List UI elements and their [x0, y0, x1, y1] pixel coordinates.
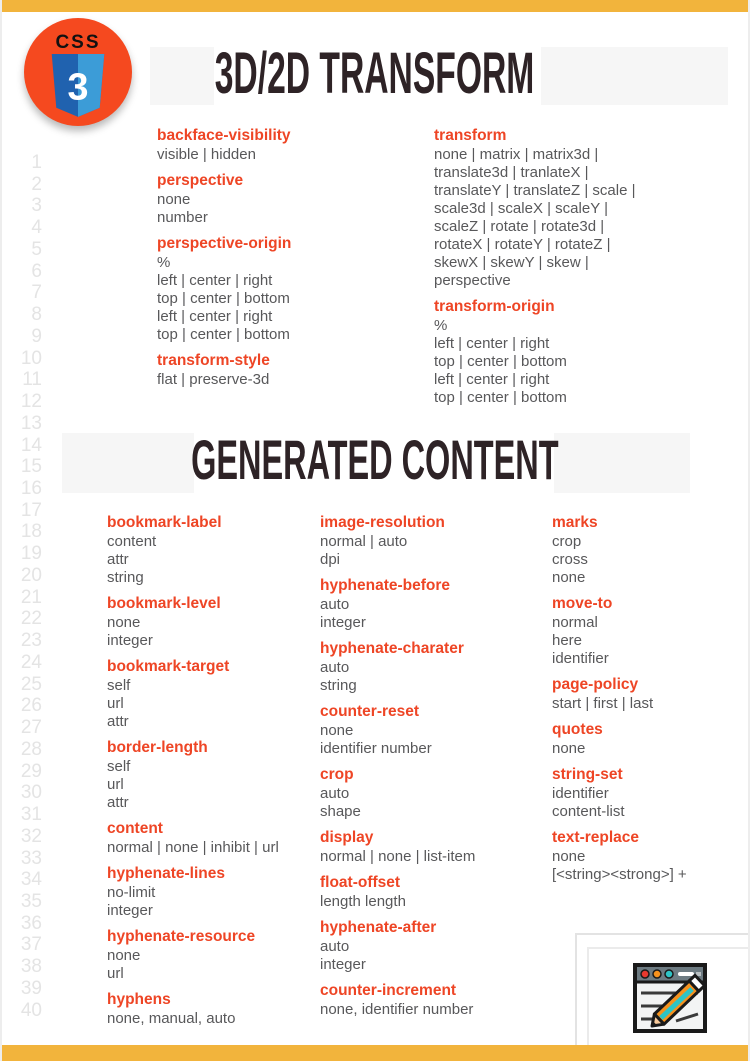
- property-value: url: [107, 776, 124, 793]
- line-number: 14: [20, 434, 42, 456]
- property-value: none: [107, 947, 141, 964]
- property-value: cross: [552, 551, 588, 568]
- line-number: 12: [20, 391, 42, 413]
- line-number: 36: [20, 912, 42, 934]
- line-number: 23: [20, 630, 42, 652]
- property-value: none: [552, 848, 586, 865]
- line-number: 38: [20, 956, 42, 978]
- property-name: content: [107, 820, 163, 837]
- line-number: 24: [20, 651, 42, 673]
- line-number: 21: [20, 586, 42, 608]
- property-value: integer: [320, 956, 366, 973]
- line-number: 1: [31, 152, 42, 173]
- property-value: translate3d | tranlateX |: [434, 164, 589, 181]
- property-value: no-limit: [107, 884, 156, 901]
- property-value: translateY | translateZ | scale |: [434, 182, 636, 199]
- property-value: none: [320, 722, 354, 739]
- property-value: auto: [320, 596, 350, 613]
- property-value: url: [107, 695, 124, 712]
- property-value: left | center | right: [157, 272, 273, 289]
- property-value: number: [157, 209, 208, 226]
- property-name: transform-origin: [434, 298, 555, 315]
- property-value: integer: [107, 632, 153, 649]
- property-group: [157, 126, 422, 164]
- property-name: move-to: [552, 595, 613, 612]
- property-value: auto: [320, 785, 350, 802]
- line-number: 40: [20, 999, 42, 1021]
- property-group: [107, 819, 312, 857]
- property-group: [552, 828, 742, 884]
- line-number: 26: [20, 695, 42, 717]
- property-group: [157, 351, 422, 389]
- property-value: flat | preserve-3d: [157, 371, 270, 388]
- property-value: skewX | skewY | skew |: [434, 254, 589, 271]
- bottom-yellow-bar: [2, 1045, 748, 1061]
- property-group: [434, 297, 724, 407]
- property-value: left | center | right: [157, 308, 273, 325]
- property-name: image-resolution: [320, 514, 445, 531]
- line-number: 31: [20, 804, 42, 826]
- property-group: [320, 639, 540, 695]
- property-value: normal | auto: [320, 533, 408, 550]
- property-group: [320, 981, 540, 1019]
- property-value: url: [107, 965, 124, 982]
- property-value: identifier: [552, 650, 609, 667]
- line-number: 29: [20, 760, 42, 782]
- css3-shield-icon: [49, 54, 107, 118]
- property-value: none, identifier number: [320, 1001, 474, 1018]
- browser-edit-icon: [632, 962, 708, 1041]
- line-number: 32: [20, 825, 42, 847]
- property-name: page-policy: [552, 676, 639, 693]
- line-number: 18: [20, 521, 42, 543]
- property-name: counter-reset: [320, 703, 420, 720]
- property-value: [<string><strong>] +: [552, 866, 687, 883]
- line-number: 13: [20, 412, 42, 434]
- property-name: quotes: [552, 721, 603, 738]
- property-group: [320, 765, 540, 821]
- property-value: self: [107, 677, 131, 694]
- line-number: 7: [31, 282, 42, 304]
- line-number: 33: [20, 847, 42, 869]
- line-number: 2: [31, 173, 42, 195]
- line-number: 17: [20, 499, 42, 521]
- css-logo-text: CSS: [55, 32, 101, 53]
- property-name: hyphens: [107, 991, 171, 1008]
- property-group: [107, 594, 312, 650]
- line-number: 20: [20, 564, 42, 586]
- property-group: [434, 126, 724, 290]
- property-name: display: [320, 829, 374, 846]
- line-number: 39: [20, 977, 42, 999]
- property-group: [107, 927, 312, 983]
- property-name: bookmark-label: [107, 514, 222, 531]
- property-group: [320, 576, 540, 632]
- section-title-generated-content: GENERATED CONTENT: [191, 428, 559, 491]
- property-name: text-replace: [552, 829, 640, 846]
- property-group: [320, 828, 540, 866]
- property-value: auto: [320, 938, 350, 955]
- property-value: visible | hidden: [157, 146, 256, 163]
- property-value: length length: [320, 893, 406, 910]
- property-name: hyphenate-charater: [320, 640, 464, 657]
- property-value: none: [157, 191, 191, 208]
- line-number: 9: [31, 325, 42, 347]
- line-number: 28: [20, 738, 42, 760]
- property-group: [107, 513, 312, 587]
- line-number: 35: [20, 890, 42, 912]
- property-group: [320, 873, 540, 911]
- property-group: [157, 234, 422, 344]
- property-value: normal | none | list-item: [320, 848, 476, 865]
- property-value: integer: [107, 902, 153, 919]
- transform-column-left: [157, 119, 422, 389]
- property-value: top | center | bottom: [434, 389, 567, 406]
- property-group: [552, 594, 742, 668]
- line-number: 5: [31, 238, 42, 260]
- property-value: content-list: [552, 803, 625, 820]
- property-value: %: [434, 317, 448, 334]
- generated-column-3: [552, 506, 742, 884]
- property-name: string-set: [552, 766, 623, 783]
- property-name: hyphenate-before: [320, 577, 451, 594]
- line-number: 15: [20, 456, 42, 478]
- property-group: [552, 513, 742, 587]
- line-number: 3: [31, 195, 42, 217]
- svg-text:3: 3: [67, 65, 89, 108]
- property-group: [107, 738, 312, 812]
- line-number: 16: [20, 478, 42, 500]
- property-name: transform-style: [157, 352, 270, 369]
- css3-logo-badge: [24, 18, 132, 126]
- property-value: top | center | bottom: [157, 326, 290, 343]
- property-value: crop: [552, 533, 582, 550]
- line-number: 11: [22, 369, 42, 391]
- property-value: auto: [320, 659, 350, 676]
- line-number: 8: [31, 304, 42, 326]
- line-number: 10: [20, 347, 42, 369]
- property-value: identifier: [552, 785, 609, 802]
- section-title-transform: 3D/2D TRANSFORM: [215, 41, 535, 106]
- property-name: marks: [552, 514, 598, 531]
- property-group: [107, 864, 312, 920]
- property-name: transform: [434, 127, 507, 144]
- line-number: 6: [31, 260, 42, 282]
- line-number: 4: [31, 217, 42, 239]
- property-name: crop: [320, 766, 354, 783]
- line-number: 37: [20, 934, 42, 956]
- property-value: left | center | right: [434, 335, 550, 352]
- property-value: shape: [320, 803, 361, 820]
- property-value: content: [107, 533, 157, 550]
- line-number: 25: [20, 673, 42, 695]
- property-value: none | matrix | matrix3d |: [434, 146, 599, 163]
- property-value: none, manual, auto: [107, 1010, 236, 1027]
- property-value: perspective: [434, 272, 511, 289]
- property-group: [320, 513, 540, 569]
- property-value: left | center | right: [434, 371, 550, 388]
- line-numbers: [14, 152, 42, 1021]
- generated-column-2: [320, 506, 540, 1019]
- property-value: normal | none | inhibit | url: [107, 839, 279, 856]
- property-value: none: [552, 740, 586, 757]
- property-value: attr: [107, 794, 129, 811]
- property-value: dpi: [320, 551, 341, 568]
- property-group: [552, 675, 742, 713]
- property-name: bookmark-level: [107, 595, 221, 612]
- property-value: attr: [107, 551, 129, 568]
- transform-column-right: [434, 119, 724, 407]
- property-value: string: [320, 677, 357, 694]
- line-number: 27: [20, 717, 42, 739]
- property-value: scale3d | scaleX | scaleY |: [434, 200, 609, 217]
- property-group: [157, 171, 422, 227]
- property-value: normal: [552, 614, 598, 631]
- property-name: counter-increment: [320, 982, 457, 999]
- property-name: bookmark-target: [107, 658, 230, 675]
- property-name: float-offset: [320, 874, 401, 891]
- property-value: here: [552, 632, 583, 649]
- property-value: attr: [107, 713, 129, 730]
- property-value: none: [552, 569, 586, 586]
- property-value: top | center | bottom: [434, 353, 567, 370]
- property-value: integer: [320, 614, 366, 631]
- property-name: hyphenate-lines: [107, 865, 225, 882]
- property-value: string: [107, 569, 144, 586]
- property-value: none: [107, 614, 141, 631]
- property-value: top | center | bottom: [157, 290, 290, 307]
- property-name: border-length: [107, 739, 208, 756]
- property-name: hyphenate-after: [320, 919, 437, 936]
- property-value: self: [107, 758, 131, 775]
- property-name: hyphenate-resource: [107, 928, 256, 945]
- line-number: 34: [20, 869, 42, 891]
- line-number: 30: [20, 782, 42, 804]
- line-number: 22: [20, 608, 42, 630]
- property-group: [107, 657, 312, 731]
- generated-column-1: [107, 506, 312, 1028]
- property-group: [552, 720, 742, 758]
- property-name: perspective-origin: [157, 235, 292, 252]
- property-value: scaleZ | rotate | rotate3d |: [434, 218, 605, 235]
- property-name: perspective: [157, 172, 244, 189]
- property-group: [320, 702, 540, 758]
- line-number: 19: [20, 543, 42, 565]
- property-group: [552, 765, 742, 821]
- property-value: identifier number: [320, 740, 432, 757]
- property-group: [107, 990, 312, 1028]
- property-group: [320, 918, 540, 974]
- property-name: backface-visibility: [157, 127, 291, 144]
- top-yellow-bar: [2, 0, 748, 12]
- property-value: %: [157, 254, 171, 271]
- property-value: rotateX | rotateY | rotateZ |: [434, 236, 611, 253]
- property-value: start | first | last: [552, 695, 654, 712]
